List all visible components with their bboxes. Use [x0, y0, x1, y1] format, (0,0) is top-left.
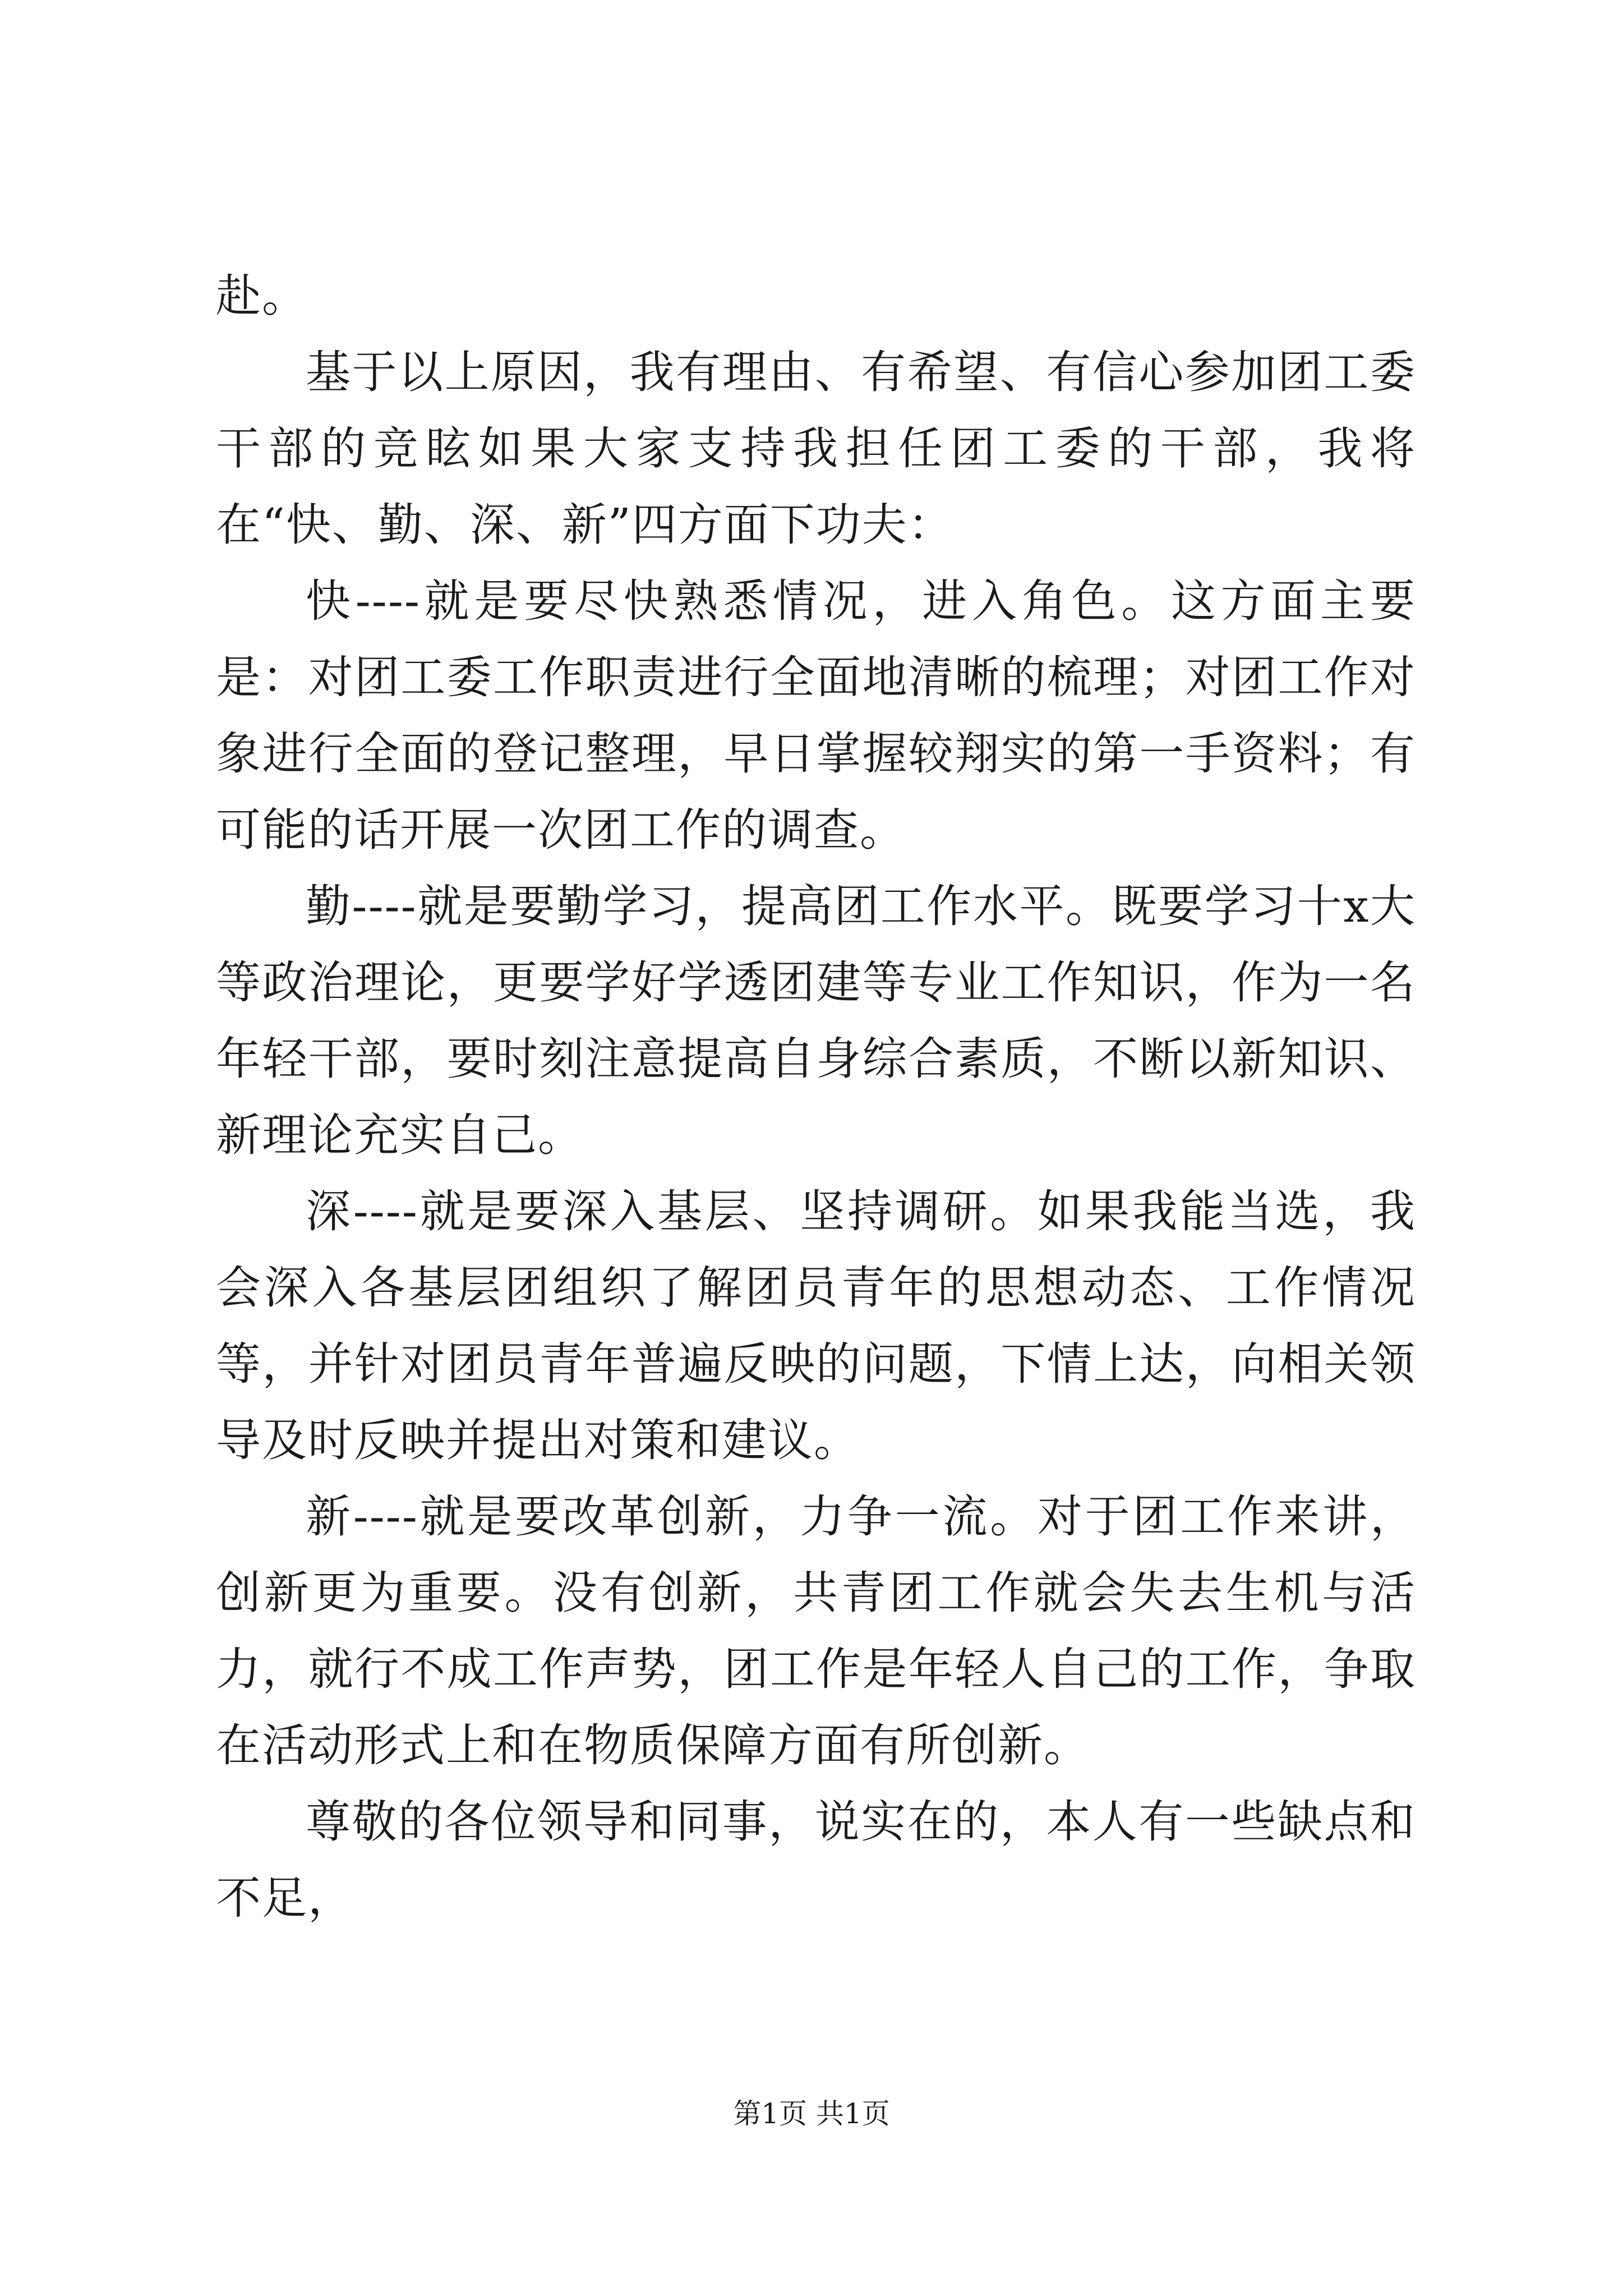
paragraph-4: 勤----就是要勤学习，提高团工作水平。既要学习十x大等政治理论，更要学好学透团建等专业工作知识，作为一名年轻干部，要时刻注意提高自身综合素质，不断以新知识、新理论充实自己。 — [216, 880, 1416, 1161]
paragraph-3: 快----就是要尽快熟悉情况，进入角色。这方面主要是：对团工委工作职责进行全面地清晰的梳理；对团工作对象进行全面的登记整理，早日掌握较翔实的第一手资料；有可能的话开展一次团工作的调查。 — [216, 575, 1416, 856]
paragraph-2: 基于以上原因，我有理由、有希望、有信心参加团工委干部的竞眩如果大家支持我担任团工委的干部，我将在“快、勤、深、新”四方面下功夫： — [216, 346, 1416, 551]
paragraph-1: 赴。 — [216, 270, 308, 322]
paragraph-5: 深----就是要深入基层、坚持调研。如果我能当选，我会深入各基层团组织了解团员青年的思想动态、工作情况等，并针对团员青年普遍反映的问题，下情上达，向相关领导及时反映并提出对策和建议。 — [216, 1185, 1416, 1466]
paragraph-6: 新----就是要改革创新，力争一流。对于团工作来讲，创新更为重要。没有创新，共青团工作就会失去生机与活力，就行不成工作声势，团工作是年轻人自己的工作，争取在活动形式上和在物质保障方面有所创新。 — [216, 1490, 1416, 1772]
document-body — [216, 258, 1416, 1936]
page-footer: 第1页 共1页 — [733, 2097, 890, 2130]
paragraph-7: 尊敬的各位领导和同事，说实在的，本人有一些缺点和不足， — [216, 1796, 1416, 1924]
